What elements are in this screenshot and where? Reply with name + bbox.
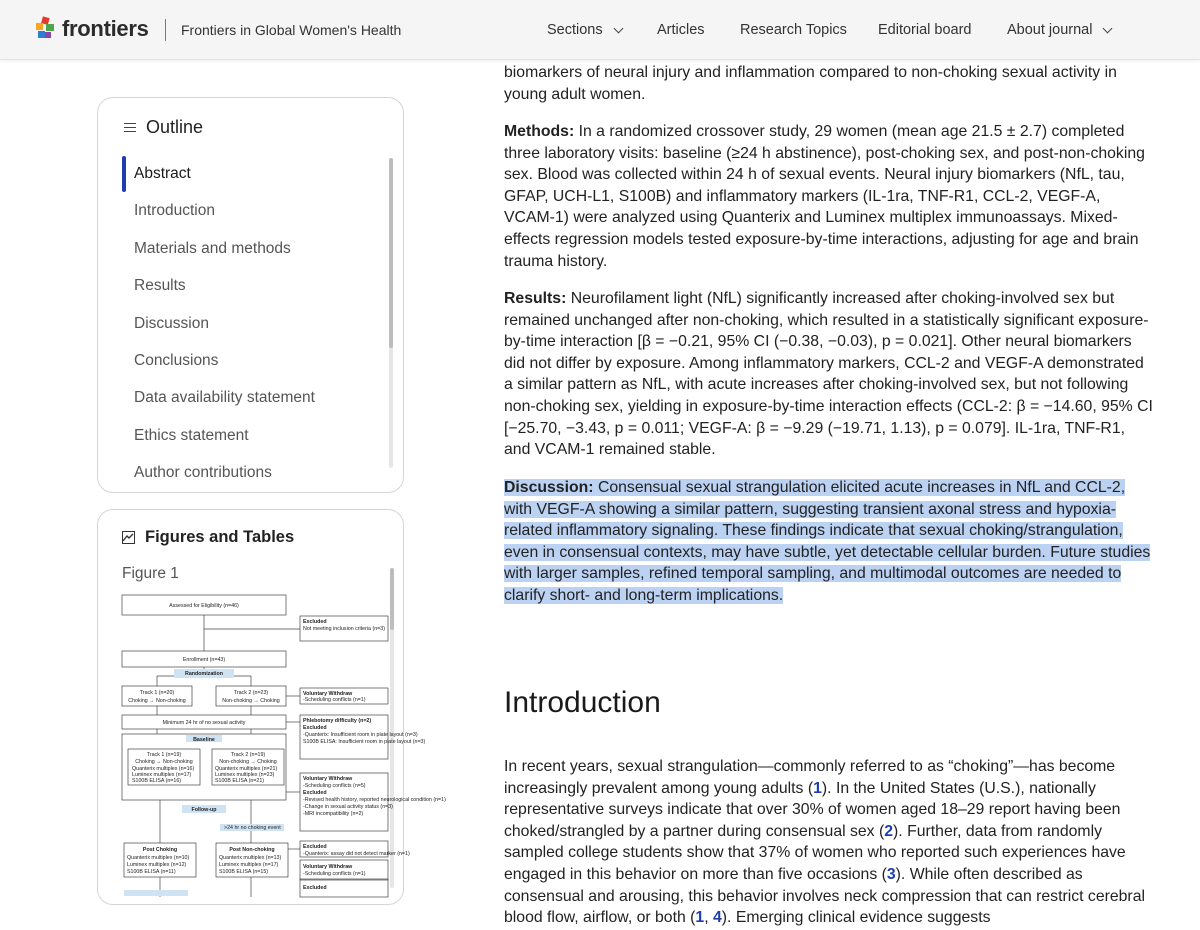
fc-withdraw-2-title: Voluntary Withdraw bbox=[303, 776, 353, 782]
fc-withdraw-2-text-4: -MRI incompatibility (n=2) bbox=[303, 811, 364, 817]
fc-excluded-3-text: -Quanterix: assay did not detect marker (n=1) bbox=[303, 851, 410, 857]
chevron-down-icon bbox=[613, 23, 623, 33]
outline-item-conclusions[interactable]: Conclusions bbox=[134, 352, 219, 369]
intro-text-6: ). Emerging clinical evidence suggests bbox=[721, 909, 991, 927]
fc-baseline: Baseline bbox=[193, 737, 215, 743]
figure-1-label[interactable]: Figure 1 bbox=[122, 565, 179, 582]
outline-item-discussion[interactable]: Discussion bbox=[134, 315, 209, 332]
discussion-label: Discussion: bbox=[504, 479, 594, 496]
fc-pc-c: S100B ELISA (n=11) bbox=[127, 869, 176, 875]
outline-header bbox=[124, 117, 203, 138]
fc-b-track1-a: Quanterix multiplex (n=16) bbox=[132, 766, 195, 772]
frontiers-logo-icon bbox=[36, 17, 56, 41]
fc-followup: Follow-up bbox=[191, 807, 217, 813]
image-icon bbox=[122, 531, 135, 544]
figures-title: Figures and Tables bbox=[145, 528, 295, 546]
outline-item-introduction[interactable]: Introduction bbox=[134, 202, 215, 219]
outline-item-abstract[interactable]: Abstract bbox=[134, 165, 191, 182]
results-label: Results: bbox=[504, 290, 567, 307]
figures-panel bbox=[97, 509, 446, 905]
outline-panel bbox=[97, 97, 404, 493]
reference-link-4[interactable]: 4 bbox=[713, 909, 722, 927]
frontiers-logo[interactable] bbox=[36, 16, 149, 42]
fc-b-track1-b: Luminex multiplex (n=17) bbox=[132, 772, 192, 778]
nav-sections-label: Sections bbox=[547, 22, 603, 38]
outline-scroll-thumb[interactable] bbox=[389, 158, 393, 348]
methods-text: In a randomized crossover study, 29 women (mean age 21.5 ± 2.7) completed three laboratory visits: baseline (≥24 h abstinence), post-choking sex, and post-non-choking sex. Blood was collected within 24 h of sexual events. Neural injury biomarkers (NfL, tau, GFAP, UCH-L1, S100B) and inflammatory markers (IL-1ra, TNF-R1, CCL-2, VEGF-A, VCAM-1) were analyzed using Quanterix and Luminex multiplex immunoassays. Mixed-effects regression models tested exposure-by-time interactions, adjusting for age and brain trauma history. bbox=[504, 123, 1145, 270]
nav-editorial-board[interactable] bbox=[878, 22, 972, 38]
intro-text-3: ). Further, data from randomly sampled college students show that 37% of women who reported such experiences have engaged in this behavior on more than five occasions ( bbox=[504, 822, 1126, 883]
fc-withdraw-2-text-3: -Change in sexual activity status (n=3) bbox=[303, 804, 393, 810]
discussion-text: Consensual sexual strangulation elicited acute increases in NfL and CCL-2, with VEGF-A showing a similar pattern, suggesting transient axonal stress and hypoxia-related inflammatory signaling. These findings indicate that sexual choking/strangulation, even in consensual contexts, may have subtle, yet detectable cellular burden. Future studies with larger samples, refined temporal sampling, and multimodal outcomes are needed to clarify short- and long-term implications. bbox=[504, 479, 1151, 604]
abstract-discussion[interactable] bbox=[504, 477, 1154, 607]
fc-withdraw-2-text-1: -Scheduling conflicts (n=5) bbox=[303, 783, 366, 789]
fc-assessed: Assessed for Eligibility (n=46) bbox=[169, 603, 239, 609]
fc-enrollment: Enrollment (n=43) bbox=[182, 657, 226, 663]
outline-item-author-contributions[interactable]: Author contributions bbox=[134, 464, 272, 481]
fc-post-nonchoking: Post Non-choking bbox=[229, 847, 275, 853]
nav-research-topics[interactable] bbox=[740, 22, 847, 38]
outline-item-data-availability[interactable]: Data availability statement bbox=[134, 389, 315, 406]
fc-pc-a: Quanterix multiplex (n=10) bbox=[127, 855, 190, 861]
fc-pc-b: Luminex multiplex (n=12) bbox=[127, 862, 187, 868]
figure-1-thumbnail[interactable] bbox=[120, 592, 446, 902]
fc-track2-sub: Non-choking → Choking bbox=[222, 698, 280, 704]
nav-research-topics-label: Research Topics bbox=[740, 22, 847, 38]
fc-b-track2-b: Luminex multiplex (n=23) bbox=[215, 772, 275, 778]
nav-articles-label: Articles bbox=[657, 22, 705, 38]
fc-b-track2-a: Quanterix multiplex (n=21) bbox=[215, 766, 278, 772]
fc-minimum: Minimum 24 hr of no sexual activity bbox=[162, 720, 246, 726]
nav-sections[interactable] bbox=[547, 22, 622, 38]
active-indicator bbox=[122, 156, 126, 192]
fc-track1-sub: Choking → Non-choking bbox=[128, 698, 186, 704]
abstract-results bbox=[504, 288, 1154, 461]
intro-text-1: In recent years, sexual strangulation—commonly referred to as “choking”—has become increasingly prevalent among young adults ( bbox=[504, 758, 1116, 797]
nav-about-journal-label: About journal bbox=[1007, 22, 1093, 38]
nav-about-journal[interactable] bbox=[1007, 22, 1111, 38]
abstract-intro-tail: biomarkers of neural injury and inflammation compared to non-choking sexual activity in young adult women. bbox=[504, 64, 1117, 103]
fc-track1: Track 1 (n=20) bbox=[139, 690, 175, 696]
introduction-heading: Introduction bbox=[504, 686, 661, 719]
header-divider bbox=[165, 19, 166, 41]
fc-b-track1-c: S100B ELISA (n=16) bbox=[132, 778, 182, 784]
fc-withdraw-2-text-2: -Revised health history, reported neurological condition (n=1) bbox=[303, 797, 446, 803]
fc-phleb-excluded: Excluded bbox=[303, 725, 327, 731]
fc-pn-c: S100B ELISA (n=15) bbox=[219, 869, 269, 875]
fc-pn-b: Luminex multiplex (n=17) bbox=[219, 862, 279, 868]
chevron-down-icon bbox=[1103, 23, 1113, 33]
fc-b-track2: Track 2 (n=19) bbox=[230, 752, 266, 758]
fc-phleb-text-2: S100B ELISA: Insufficient room in plate layout (n=3) bbox=[303, 739, 426, 745]
journal-name-link[interactable]: Frontiers in Global Women's Health bbox=[181, 22, 402, 38]
logo-wordmark: frontiers bbox=[62, 16, 149, 41]
fc-phleb-title: Phlebotomy difficulty (n=2) bbox=[303, 718, 372, 724]
nav-editorial-board-label: Editorial board bbox=[878, 22, 972, 38]
methods-label: Methods: bbox=[504, 123, 575, 140]
outline-item-results[interactable]: Results bbox=[134, 277, 186, 294]
reference-link-1[interactable]: 1 bbox=[813, 779, 822, 797]
fc-b-track1-sub: Choking → Non-choking bbox=[135, 759, 193, 765]
results-text: Neurofilament light (NfL) significantly increased after choking-involved sex but remained unchanged after non-choking, which resulted in a statistically significant exposure-by-time interaction [β = −0.21, 95% CI (−0.38, −0.03), p = 0.021]. Other neural biomarkers did not differ by exposure. Among inflammatory markers, CCL-2 and VEGF-A demonstrated a similar pattern as NfL, with acute increases after choking-involved sex, but not following non-choking sex, yielding in exposure-by-time interaction effects (CCL-2: β = −14.60, 95% CI [−25.70, −3.43, p = 0.011; VEGF-A: β = −9.29 (−19.71, 1.13), p = 0.079]. IL-1ra, TNF-R1, and VCAM-1 remained stable. bbox=[504, 290, 1153, 459]
outline-scrollbar[interactable] bbox=[389, 158, 393, 468]
fc-b-track2-c: S100B ELISA (n=21) bbox=[215, 778, 265, 784]
fc-b-track2-sub: Non-choking → Choking bbox=[219, 759, 277, 765]
fc-withdraw-3-title: Voluntary Withdraw bbox=[303, 864, 353, 870]
fc-pn-a: Quanterix multiplex (n=13) bbox=[219, 855, 282, 861]
fc-withdraw-1-text: -Scheduling conflicts (n=1) bbox=[303, 697, 366, 703]
intro-text-5: , bbox=[704, 909, 713, 927]
fc-b-track1: Track 1 (n=19) bbox=[146, 752, 182, 758]
list-icon bbox=[124, 123, 136, 133]
fc-post-choking: Post Choking bbox=[142, 847, 178, 853]
reference-link-3[interactable]: 3 bbox=[886, 865, 896, 883]
fc-excluded-1-text: Not meeting inclusion criteria (n=3) bbox=[303, 626, 385, 632]
fc-excluded-3-title: Excluded bbox=[303, 844, 327, 850]
fc-excluded-1-title: Excluded bbox=[303, 619, 327, 625]
reference-link-1b[interactable]: 1 bbox=[695, 909, 705, 927]
figures-header bbox=[122, 528, 294, 547]
abstract-methods bbox=[504, 121, 1154, 272]
fc-withdraw-1-title: Voluntary Withdraw bbox=[303, 691, 353, 697]
outline-title: Outline bbox=[146, 117, 204, 137]
intro-text-4: ). While often described as consensual and arousing, this behavior involves neck compression that can restrict cerebral blood flow, airflow, or both ( bbox=[504, 865, 1145, 927]
introduction-paragraph bbox=[504, 756, 1154, 929]
fc-track2: Track 2 (n=23) bbox=[233, 690, 269, 696]
flowchart-diagram bbox=[120, 592, 446, 902]
outline-item-materials-and-methods[interactable]: Materials and methods bbox=[134, 240, 291, 257]
intro-text-2: ). In the United States (U.S.), nationally representative surveys indicate that over 30% of women aged 18–29 report having been choked/strangled by a partner during consensual sex ( bbox=[504, 779, 1121, 840]
fc-withdraw-3-text: -Scheduling conflicts (n=1) bbox=[303, 871, 366, 877]
outline-item-ethics-statement[interactable]: Ethics statement bbox=[134, 427, 249, 444]
fc-withdraw-2-excluded: Excluded bbox=[303, 790, 327, 796]
fc-after-event: >24 hr no choking event bbox=[224, 825, 281, 831]
fc-randomization: Randomization bbox=[185, 671, 223, 677]
reference-link-2[interactable]: 2 bbox=[884, 822, 894, 840]
fc-excluded-4-title: Excluded bbox=[303, 885, 327, 891]
nav-articles[interactable] bbox=[657, 22, 705, 38]
fc-phleb-text-1: -Quanterix: Insufficient room in plate layout (n=3) bbox=[303, 732, 418, 738]
